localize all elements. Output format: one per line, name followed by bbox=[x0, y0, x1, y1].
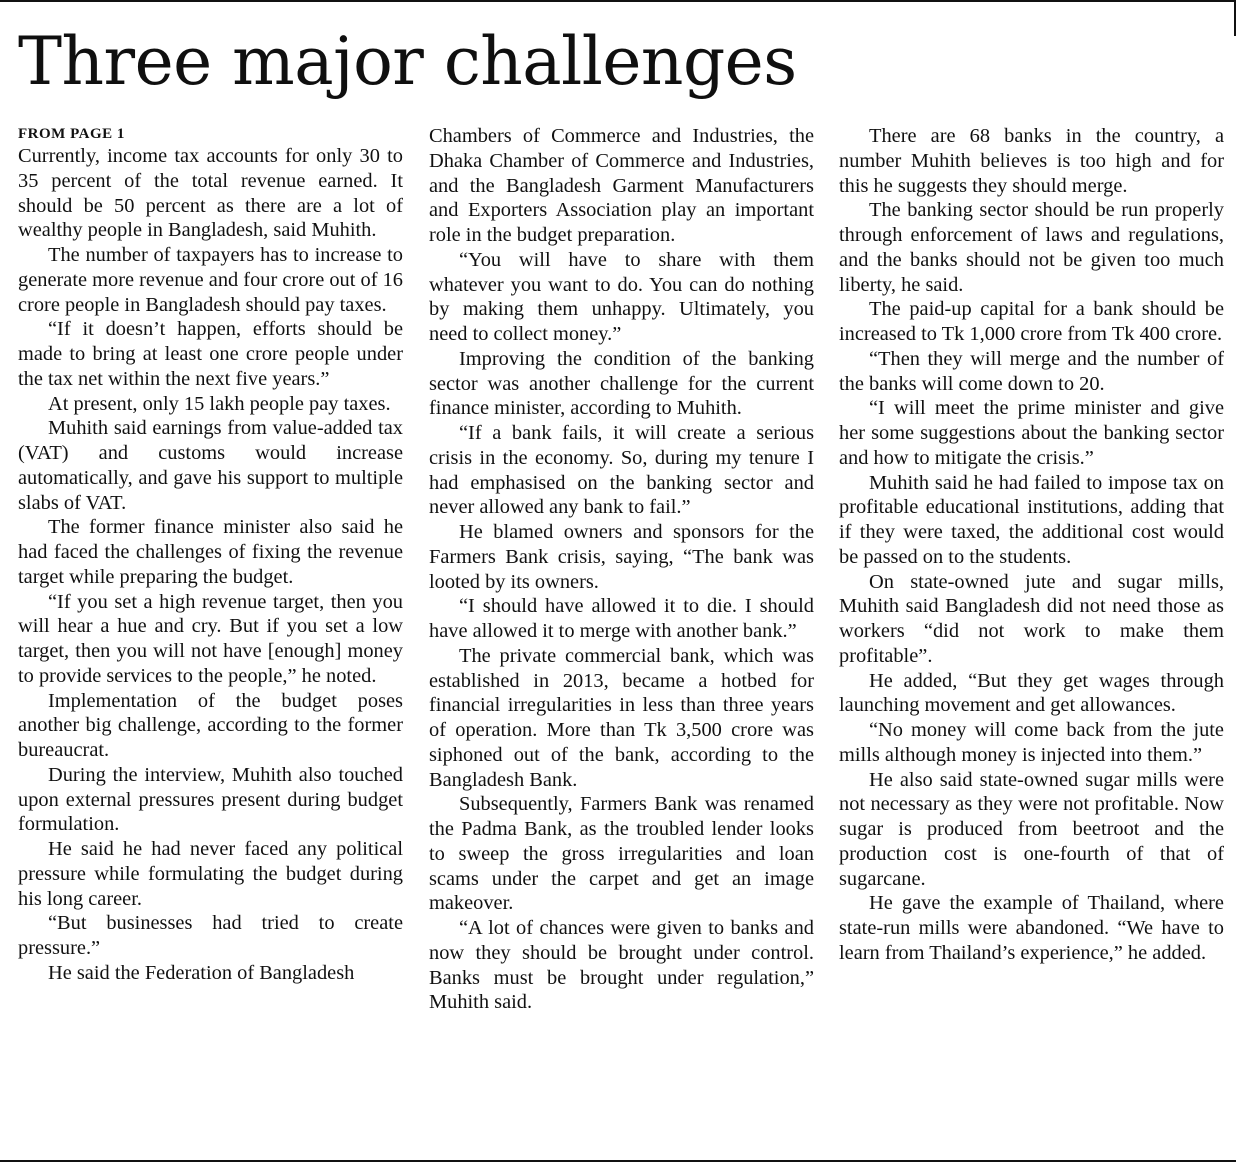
paragraph: Implementation of the budget poses another big challenge, according to the former bureaucrat. bbox=[18, 689, 403, 761]
column-2-text bbox=[429, 124, 814, 1015]
column-3-text bbox=[839, 124, 1224, 966]
paragraph: Muhith said earnings from value-added tax (VAT) and customs would increase automatically, and gave his support to multiple slabs of VAT. bbox=[18, 417, 403, 514]
dateline: FROM PAGE 1 bbox=[18, 126, 125, 142]
paragraph: “I should have allowed it to die. I should have allowed it to merge with another bank.” bbox=[429, 595, 814, 642]
paragraph: Currently, income tax accounts for only 30 to 35 percent of the total revenue earned. It should be 50 percent as there are a lot of wealthy people in Bangladesh, said Muhith. bbox=[18, 145, 403, 242]
paragraph: The paid-up capital for a bank should be increased to Tk 1,000 crore from Tk 400 crore. bbox=[839, 298, 1224, 345]
paragraph: He said he had never faced any political pressure while formulating the budget during his long career. bbox=[18, 838, 403, 910]
paragraph: The private commercial bank, which was established in 2013, became a hotbed for financial irregularities in less than three years of operation. More than Tk 3,500 crore was siphoned out of the bank, according to the Bangladesh Bank. bbox=[429, 644, 814, 791]
column-1-text bbox=[18, 144, 403, 986]
paragraph: “If it doesn’t happen, efforts should be made to bring at least one crore people under the tax net within the next five years.” bbox=[18, 318, 403, 390]
paragraph: He said the Federation of Bangladesh bbox=[48, 961, 355, 984]
paragraph: Chambers of Commerce and Industries, the Dhaka Chamber of Commerce and Industries, and the Bangladesh Garment Manufacturers and Exporters Association play an important role in the budget preparation. bbox=[429, 125, 814, 246]
article-column-1 bbox=[18, 124, 403, 1154]
paragraph: There are 68 banks in the country, a number Muhith believes is too high and for this he suggests they should merge. bbox=[839, 125, 1224, 197]
paragraph: On state-owned jute and sugar mills, Muhith said Bangladesh did not need those as workers “did not work to make them profitable”. bbox=[839, 570, 1224, 667]
paragraph: During the interview, Muhith also touched upon external pressures present during budget formulation. bbox=[18, 763, 403, 836]
paragraph: “But businesses had tried to create pressure.” bbox=[18, 912, 403, 959]
paragraph: The banking sector should be run properly through enforcement of laws and regulations, and the banks should not be given too much liberty, he said. bbox=[839, 199, 1224, 296]
paragraph: The number of taxpayers has to increase to generate more revenue and four crore out of 16 crore people in Bangladesh should pay taxes. bbox=[18, 244, 403, 316]
paragraph: At present, only 15 lakh people pay taxes. bbox=[48, 392, 391, 415]
paragraph: “Then they will merge and the number of the banks will come down to 20. bbox=[839, 347, 1224, 395]
paragraph: He also said state-owned sugar mills were not necessary as they were not profitable. Now sugar is produced from beetroot and the production cost is one-fourth of that of sugarcane. bbox=[839, 768, 1224, 890]
article-column-3 bbox=[839, 124, 1224, 1154]
paragraph: “A lot of chances were given to banks and now they should be brought under control. Banks must be brought under regulation,” Muhith said. bbox=[429, 917, 814, 1014]
article-column-2 bbox=[429, 124, 814, 1154]
top-rule bbox=[0, 0, 1236, 2]
headline: Three major challenges bbox=[18, 23, 797, 100]
paragraph: The former finance minister also said he had faced the challenges of fixing the revenue target while preparing the budget. bbox=[18, 516, 403, 588]
paragraph: He gave the example of Thailand, where state-run mills were abandoned. “We have to learn from Thailand’s experience,” he added. bbox=[839, 892, 1224, 964]
paragraph: He blamed owners and sponsors for the Farmers Bank crisis, saying, “The bank was looted by its owners. bbox=[429, 521, 814, 593]
paragraph: Muhith said he had failed to impose tax on profitable educational institutions, adding that if they were taxed, the additional cost would be passed on to the students. bbox=[839, 471, 1224, 568]
paragraph: Subsequently, Farmers Bank was renamed the Padma Bank, as the troubled lender looks to sweep the gross irregularities and loan scams under the carpet and get an image makeover. bbox=[429, 793, 814, 915]
paragraph: “You will have to share with them whatever you want to do. You can do nothing by making them unhappy. Ultimately, you need to collect money.” bbox=[429, 248, 814, 345]
paragraph: He added, “But they get wages through launching movement and get allowances. bbox=[839, 669, 1224, 717]
paragraph: Improving the condition of the banking sector was another challenge for the current finance minister, according to Muhith. bbox=[429, 347, 814, 420]
paragraph: “No money will come back from the jute mills although money is injected into them.” bbox=[839, 719, 1224, 766]
paragraph: “If a bank fails, it will create a serious crisis in the economy. So, during my tenure I had emphasised on the banking sector and never allowed any bank to fail.” bbox=[429, 422, 814, 519]
paragraph: “I will meet the prime minister and give her some suggestions about the banking sector and how to mitigate the crisis.” bbox=[839, 397, 1224, 469]
paragraph: “If you set a high revenue target, then you will hear a hue and cry. But if you set a low target, then you will not have [enough] money to provide services to the people,” he noted. bbox=[18, 590, 403, 687]
